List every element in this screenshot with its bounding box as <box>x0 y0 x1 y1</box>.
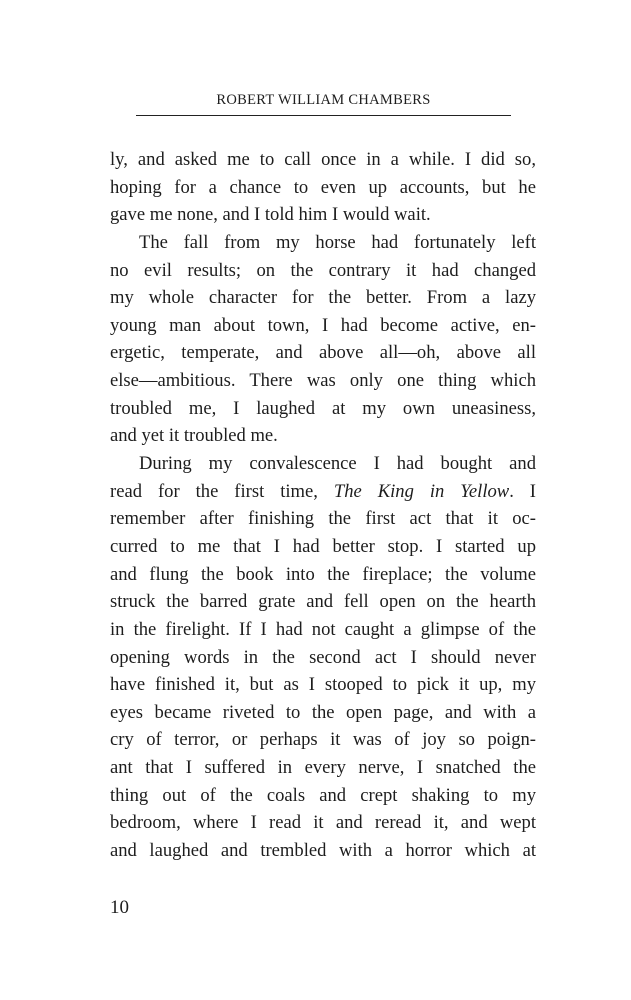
text-line: hoping for a chance to even up accounts, but he <box>110 176 536 198</box>
text-run: read for the first time, <box>110 480 334 502</box>
text-line: else—ambitious. There was only one thing which <box>110 370 536 392</box>
text-line: my whole character for the better. From a lazy <box>110 287 536 309</box>
page-number: 10 <box>110 897 129 918</box>
text-line: and laughed and trembled with a horror which at <box>110 840 536 862</box>
text-line: have finished it, but as I stooped to pick it up, my <box>110 674 536 696</box>
text-line: bedroom, where I read it and reread it, and wept <box>110 812 536 834</box>
text-line: The fall from my horse had fortunately left <box>139 231 536 253</box>
text-line: thing out of the coals and crept shaking to my <box>110 784 536 806</box>
text-line: cry of terror, or perhaps it was of joy so poign- <box>110 729 536 751</box>
header-rule <box>136 115 511 116</box>
body-text <box>110 146 536 865</box>
text-line: curred to me that I had better stop. I started up <box>110 535 536 557</box>
text-line: remember after finishing the first act that it oc- <box>110 508 536 530</box>
text-line <box>110 478 536 506</box>
running-head: ROBERT WILLIAM CHAMBERS <box>216 92 431 108</box>
text-line: and yet it troubled me. <box>110 425 278 447</box>
text-line: no evil results; on the contrary it had changed <box>110 259 536 281</box>
text-line: troubled me, I laughed at my own uneasiness, <box>110 397 536 419</box>
text-line: gave me none, and I told him I would wait. <box>110 204 431 226</box>
text-line: eyes became riveted to the open page, and with a <box>110 701 536 723</box>
text-line: ant that I suffered in every nerve, I snatched the <box>110 757 536 779</box>
text-line: ly, and asked me to call once in a while. I did so, <box>110 149 536 170</box>
text-line: young man about town, I had become active, en- <box>110 314 536 336</box>
text-line: ergetic, temperate, and above all—oh, above all <box>110 342 536 364</box>
text-line: opening words in the second act I should never <box>110 646 536 668</box>
book-title-italic: The King in Yellow <box>333 480 510 502</box>
text-line: During my convalescence I had bought and <box>139 453 536 475</box>
text-line: struck the barred grate and fell open on the hearth <box>110 591 536 613</box>
text-line: and flung the book into the fireplace; the volume <box>110 563 536 585</box>
text-line: in the firelight. If I had not caught a glimpse of the <box>110 618 536 640</box>
text-run: . I <box>509 480 536 502</box>
